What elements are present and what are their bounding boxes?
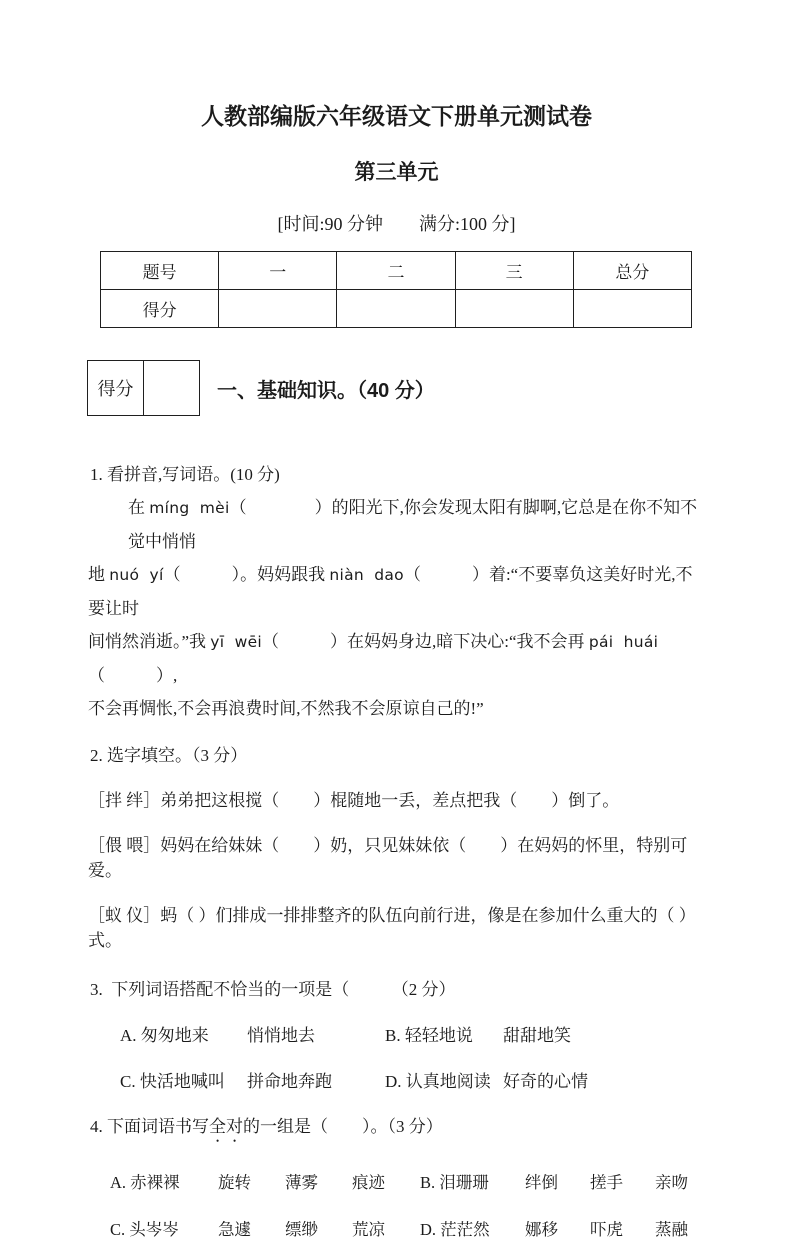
pinyin-niandao: niàn dao [329,566,404,584]
score-cell [337,290,455,328]
q2-item-yi: ［蚁 仪］蚂（ ）们排成一排排整齐的队伍向前行进，像是在参加什么重大的（ ）式。 [88,906,696,950]
q4-option-word: 薄雾 [285,1173,318,1192]
q1-text: 在 [128,498,150,517]
q2-stem: 2. 选字填空。（3 分） [90,746,248,765]
q1-text: （ ）着:“不要辜负这美好时光,不要让时 [88,565,693,618]
q4-emphasized-text: 全对 [209,1117,243,1136]
q4-stem [90,1112,713,1146]
q4-option-word: 旋转 [218,1173,251,1192]
section1-score-strip [87,360,793,416]
q3-option-a2: 悄悄地去 [247,1026,315,1045]
score-cell [219,290,337,328]
q1-line-3 [88,625,708,692]
q4-option-word: 搓手 [590,1173,623,1192]
q4-option-word: 痕迹 [352,1173,385,1192]
score-table-header-cell: 总分 [573,252,691,290]
section1-heading: 一、基础知识。（40 分） [217,379,435,402]
q4-option-c: C. 头岑岑 [110,1220,179,1239]
q4-stem-text: 4. 下面词语书写 [90,1117,209,1136]
q4-option-word: 急遽 [218,1220,251,1239]
q4-options-row-2 [110,1216,793,1240]
q3-option-a: A. 匆匆地来 [120,1026,209,1045]
q2-item-ban: ［拌 绊］弟弟把这根搅（ ）棍随地一丢，差点把我（ ）倒了。 [88,791,620,810]
q4-option-word: 缥缈 [285,1220,318,1239]
q3-option-c2: 拼命地奔跑 [247,1072,332,1091]
score-box-label: 得分 [87,360,144,416]
score-table-score-row [101,290,692,328]
exam-subtitle: 第三单元 [354,161,439,184]
score-summary-table [100,251,692,328]
q4-option-word: 娜移 [525,1220,558,1239]
q1-text: （ ）在妈妈身边,暗下决心:“我不会再 [262,632,589,651]
q3-option-d2: 好奇的心情 [503,1072,588,1091]
score-table-header-cell: 题号 [101,252,219,290]
score-table-header-cell: 二 [337,252,455,290]
q4-options-row-1 [110,1169,793,1193]
score-cell [573,290,691,328]
q3-option-c: C. 快活地喊叫 [120,1072,225,1091]
pinyin-mingmei: míng mèi [149,499,230,517]
pinyin-nuoyi: nuó yí [109,566,164,584]
q4-option-a: A. 赤裸裸 [110,1173,180,1192]
score-table-header-row [101,252,692,290]
q3-stem: 3. 下列词语搭配不恰当的一项是（ （2 分） [90,980,456,999]
q1-stem: 1. 看拼音,写词语。(10 分) [90,465,280,484]
q4-option-word: 亲吻 [655,1173,688,1192]
exam-title: 人教部编版六年级语文下册单元测试卷 [201,103,592,129]
q1-line-1 [88,491,708,558]
q1-text: 间悄然消逝。”我 [88,632,211,651]
score-row-label: 得分 [101,290,219,328]
score-table-header-cell: 一 [219,252,337,290]
q4-option-d: D. 茫茫然 [420,1220,490,1239]
q4-option-b: B. 泪珊珊 [420,1173,489,1192]
q1-text: （ ）。妈妈跟我 [163,565,330,584]
q1-line-2 [88,558,708,625]
score-table-header-cell: 三 [455,252,573,290]
q4-option-word: 绊倒 [525,1173,558,1192]
test-paper-page [0,98,793,1239]
q3-options-row-2 [120,1067,793,1092]
score-box [87,360,200,416]
q4-option-word: 吓虎 [590,1220,623,1239]
q4-option-word: 荒凉 [352,1220,385,1239]
q3-options-row-1 [120,1021,793,1046]
score-box-value [144,360,200,416]
q1-line-4: 不会再惆怅,不会再浪费时间,不然我不会原谅自己的!” [88,699,484,718]
q1-text: 地 [88,565,110,584]
pinyin-yiwei: yī wēi [210,633,263,651]
q1-text: （ ）, [88,666,178,685]
q1-paragraph [88,491,708,725]
score-cell [455,290,573,328]
q4-option-word: 蒸融 [655,1220,688,1239]
pinyin-paihuai: pái huái [588,633,659,651]
q3-option-b2: 甜甜地笑 [503,1026,571,1045]
q1-text: （ ）的阳光下,你会发现太阳有脚啊,它总是在你不知不觉中悄悄 [128,498,698,551]
q4-stem-text: 的一组是（ ）。（3 分） [243,1117,443,1136]
exam-meta: [时间:90 分钟 满分:100 分] [277,214,516,234]
q3-option-d: D. 认真地阅读 [385,1072,491,1091]
q3-option-b: B. 轻轻地说 [385,1026,473,1045]
q2-item-wei: ［偎 喂］妈妈在给妹妹（ ）奶，只见妹妹依（ ）在妈妈的怀里，特别可爱。 [88,836,688,880]
